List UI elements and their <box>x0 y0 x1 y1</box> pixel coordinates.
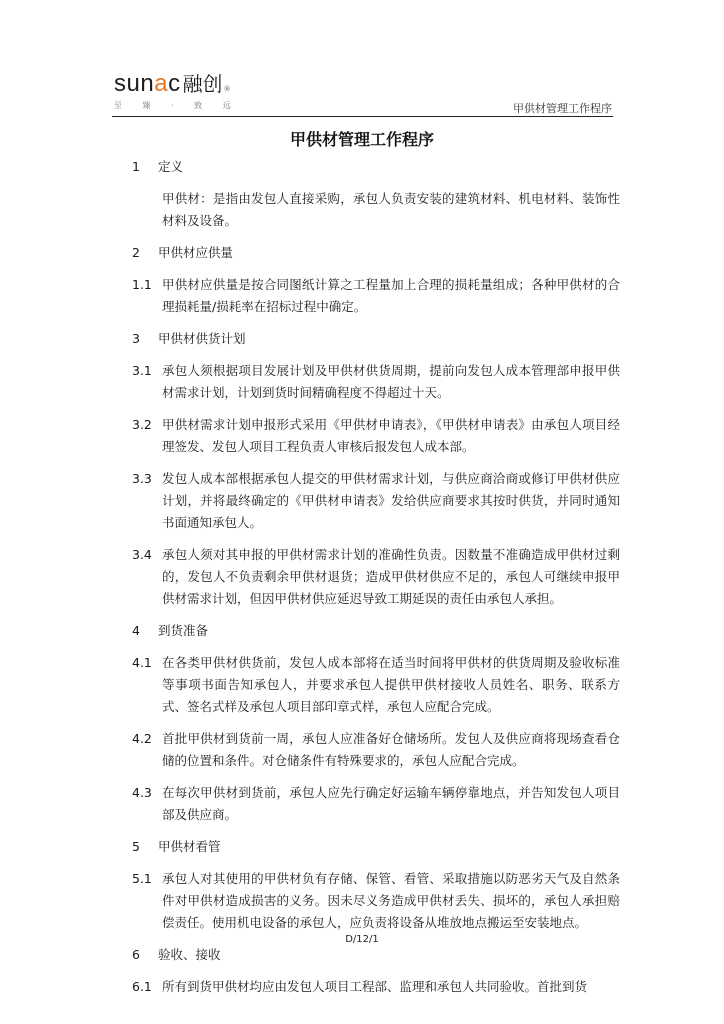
section-number: 2 <box>132 245 140 260</box>
section-heading <box>132 836 620 858</box>
logo-tagline: 至 臻 · 致 远 <box>114 101 240 110</box>
clause-text: 在每次甲供材到货前，承包人应先行确定好运输车辆停靠地点，并告知发包人项目部及供应商。 <box>162 785 620 822</box>
section-heading <box>132 328 620 350</box>
section-title: 到货准备 <box>158 623 209 638</box>
clause <box>132 976 620 998</box>
section-heading <box>132 242 620 264</box>
clause-number: 3.4 <box>132 547 152 562</box>
logo-registered-mark: ® <box>223 85 231 93</box>
clause-number: 3.3 <box>132 471 152 486</box>
clause-number: 4.2 <box>132 731 152 746</box>
clause-number: 4.1 <box>132 655 152 670</box>
clause-number: 4.3 <box>132 785 152 800</box>
clause-number: 3.2 <box>132 417 152 432</box>
clause-number: 6.1 <box>132 979 152 994</box>
clause-text: 甲供材应供量是按合同图纸计算之工程量加上合理的损耗量组成；各种甲供材的合理损耗量/损耗率在招标过程中确定。 <box>162 277 620 314</box>
section-number: 1 <box>132 159 140 174</box>
logo-chinese-text: 融创 <box>182 72 223 96</box>
definition-paragraph: 甲供材：是指由发包人直接采购，承包人负责安装的建筑材料、机电材料、装饰性材料及设备。 <box>162 191 620 228</box>
section-title: 甲供材看管 <box>158 839 221 854</box>
clause-number: 3.1 <box>132 363 152 378</box>
document-body <box>132 156 620 1008</box>
clause <box>132 468 620 534</box>
clause-text: 承包人对其使用的甲供材负有存储、保管、看管、采取措施以防恶劣天气及自然条件对甲供材造成损害的义务。因未尽义务造成甲供材丢失、损坏的，承包人承担赔偿责任。使用机电设备的承包人，应负责将设备从堆放地点搬运至安装地点。 <box>162 871 620 930</box>
logo-sunac-text: sunac <box>114 70 181 97</box>
clause-text: 在各类甲供材供货前，发包人成本部将在适当时间将甲供材的供货周期及验收标准等事项书面告知承包人，并要求承包人提供甲供材接收人员姓名、职务、联系方式、签名式样及承包人项目部印章式样，承包人应配合完成。 <box>162 655 620 714</box>
clause-text: 首批甲供材到货前一周，承包人应准备好仓储场所。发包人及供应商将现场查看仓储的位置和条件。对仓储条件有特殊要求的，承包人应配合完成。 <box>162 731 620 768</box>
section-number: 6 <box>132 947 140 962</box>
clause <box>132 782 620 826</box>
clause <box>132 360 620 404</box>
section-heading <box>132 156 620 178</box>
header-doc-label: 甲供材管理工作程序 <box>513 102 612 115</box>
page-number: D/12/1 <box>345 934 379 945</box>
section-number: 3 <box>132 331 140 346</box>
clause-text: 承包人须根据项目发展计划及甲供材供货周期，提前向发包人成本管理部申报甲供材需求计划，计划到货时间精确程度不得超过十天。 <box>162 363 620 400</box>
clause-text: 承包人须对其申报的甲供材需求计划的准确性负责。因数量不准确造成甲供材过剩的，发包人不负责剩余甲供材退货；造成甲供材供应不足的，承包人可继续申报甲供材需求计划，但因甲供材供应延迟导致工期延误的责任由承包人承担。 <box>162 547 620 606</box>
section-title: 甲供材供货计划 <box>158 331 246 346</box>
section-heading <box>132 944 620 966</box>
section-heading <box>132 620 620 642</box>
clause <box>132 544 620 610</box>
clause-text: 发包人成本部根据承包人提交的甲供材需求计划，与供应商洽商或修订甲供材供应计划，并将最终确定的《甲供材申请表》发给供应商要求其按时供货，并同时通知书面通知承包人。 <box>162 471 620 530</box>
clause-number: 5.1 <box>132 871 152 886</box>
section-title: 定义 <box>158 159 184 174</box>
logo-wordmark <box>114 68 240 98</box>
sunac-logo <box>114 68 240 111</box>
section-number: 4 <box>132 623 140 638</box>
page-title: 甲供材管理工作程序 <box>289 130 434 149</box>
header-divider <box>112 116 613 117</box>
section-title: 甲供材应供量 <box>158 245 234 260</box>
section-title: 验收、接收 <box>158 947 221 962</box>
clause <box>132 652 620 718</box>
clause <box>132 868 620 934</box>
section-number: 5 <box>132 839 140 854</box>
clause-text: 甲供材需求计划申报形式采用《甲供材申请表》，《甲供材申请表》由承包人项目经理签发、发包人项目工程负责人审核后报发包人成本部。 <box>162 417 620 454</box>
clause-number: 1.1 <box>132 277 152 292</box>
clause <box>132 414 620 458</box>
logo-accent-letter: a <box>154 70 169 97</box>
clause <box>132 274 620 318</box>
clause-text: 所有到货甲供材均应由发包人项目工程部、监理和承包人共同验收。首批到货 <box>162 979 588 994</box>
clause <box>132 728 620 772</box>
